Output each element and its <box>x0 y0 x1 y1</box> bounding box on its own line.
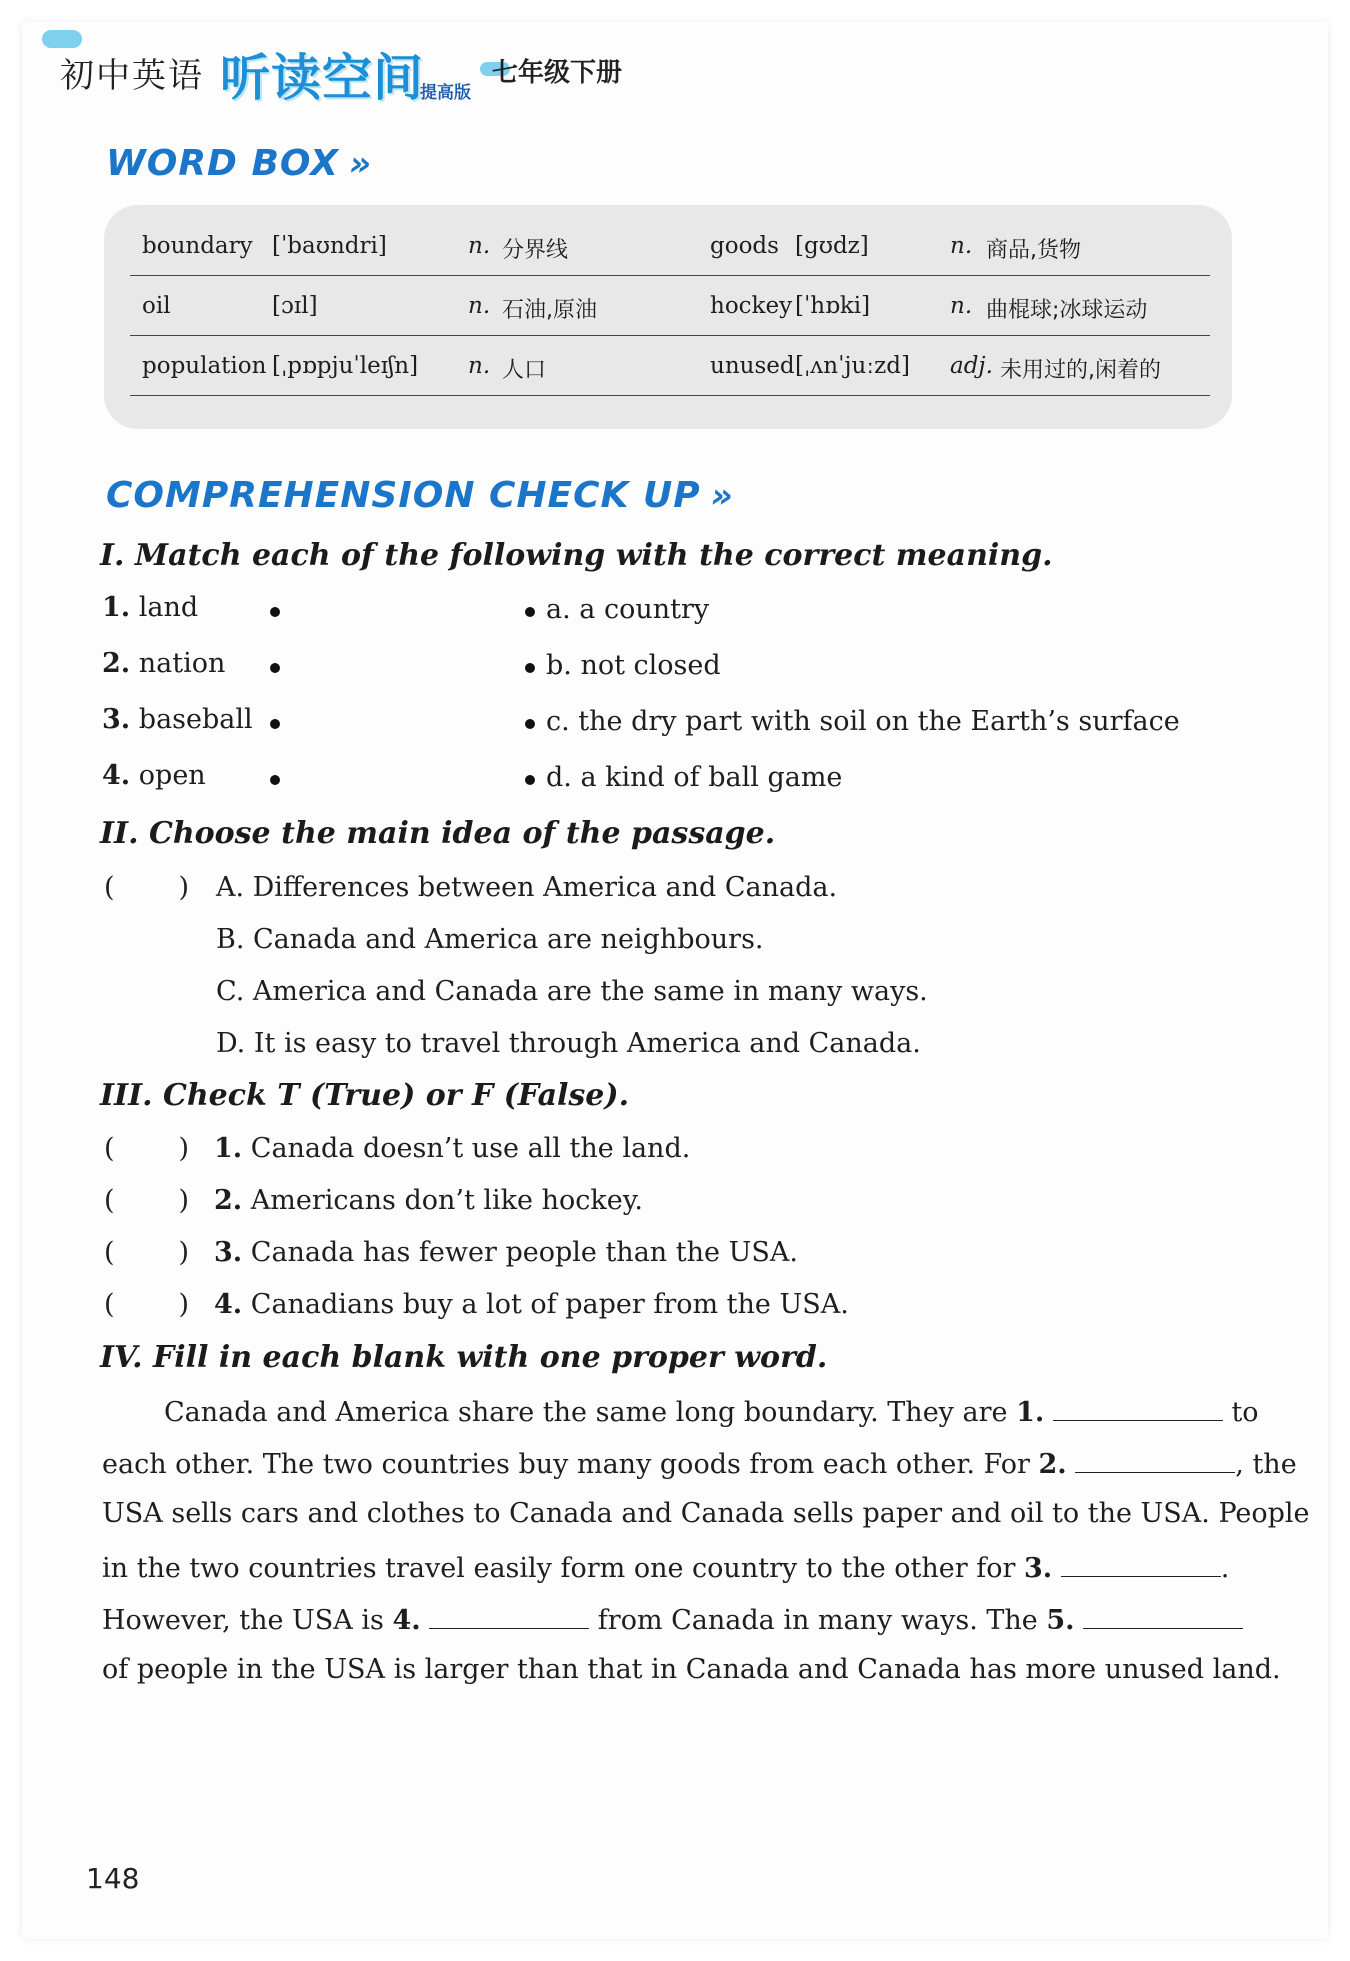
word-box-title <box>106 143 372 184</box>
answer-blank[interactable]: ( ) <box>104 872 190 903</box>
match-right-item: d. a kind of ball game <box>546 762 843 793</box>
page-header <box>60 40 760 110</box>
grade-label: 七年级下册 <box>492 58 623 88</box>
passage-line: Canada and America share the same long boundary. They are 1. to <box>102 1394 1232 1428</box>
match-dot-left[interactable] <box>270 607 280 617</box>
phonetic: [ˌʌnˈjuːzd] <box>795 353 910 379</box>
word-box-row <box>130 217 1210 276</box>
part-of-speech: n. <box>468 293 491 319</box>
fill-blank-1[interactable] <box>1053 1394 1223 1421</box>
true-false-item: 4. Canadians buy a lot of paper from the USA. <box>214 1289 849 1320</box>
answer-blank[interactable]: ( ) <box>104 1185 190 1216</box>
part4-heading: IV. Fill in each blank with one proper word. <box>100 1340 828 1375</box>
answer-blank[interactable]: ( ) <box>104 1289 190 1320</box>
option-d: D. It is easy to travel through America and Canada. <box>216 1028 921 1059</box>
true-false-item: 3. Canada has fewer people than the USA. <box>214 1237 798 1268</box>
double-chevron-icon: » <box>348 144 373 184</box>
passage-line: However, the USA is 4. from Canada in many ways. The 5. <box>102 1602 1232 1636</box>
phonetic: [gʊdz] <box>795 233 869 259</box>
meaning: 石油,原油 <box>502 298 597 323</box>
true-false-item: 1. Canada doesn’t use all the land. <box>214 1133 691 1164</box>
word: hockey <box>710 293 793 319</box>
match-dot-left[interactable] <box>270 719 280 729</box>
match-right-item: c. the dry part with soil on the Earth’s surface <box>546 706 1180 737</box>
passage-line: each other. The two countries buy many goods from each other. For 2. , the <box>102 1446 1232 1480</box>
series-title: 初中英语 <box>60 56 204 96</box>
word: oil <box>142 293 171 319</box>
word-box-row <box>130 277 1210 336</box>
passage-line: USA sells cars and clothes to Canada and Canada sells paper and oil to the USA. People <box>102 1498 1310 1529</box>
word-box <box>104 205 1232 429</box>
word: unused <box>710 353 795 379</box>
brand-logo: 听读空间 <box>220 49 424 107</box>
true-false-item: 2. Americans don’t like hockey. <box>214 1185 643 1216</box>
option-b: B. Canada and America are neighbours. <box>216 924 764 955</box>
part3-heading: III. Check T (True) or F (False). <box>100 1078 630 1113</box>
cloud-decoration <box>42 30 82 48</box>
match-dot-right[interactable] <box>525 607 535 617</box>
fill-blank-4[interactable] <box>429 1602 589 1629</box>
match-dot-left[interactable] <box>270 663 280 673</box>
match-left-item: 3. baseball <box>102 704 253 735</box>
answer-blank[interactable]: ( ) <box>104 1237 190 1268</box>
match-left-item: 1. land <box>102 592 199 623</box>
part-of-speech: n. <box>950 233 973 259</box>
option-c: C. America and Canada are the same in many ways. <box>216 976 928 1007</box>
match-left-item: 4. open <box>102 760 206 791</box>
part-of-speech: n. <box>468 233 491 259</box>
comprehension-title <box>106 475 734 516</box>
phonetic: [ˈbaʊndri] <box>272 233 387 259</box>
match-dot-right[interactable] <box>525 663 535 673</box>
meaning: 人口 <box>502 358 547 383</box>
option-a: A. Differences between America and Canada. <box>216 872 838 903</box>
word-box-title-text: WORD BOX <box>106 143 339 184</box>
edition-label: 提高版 <box>420 83 471 103</box>
match-right-item: a. a country <box>546 594 710 625</box>
phonetic: [ˈhɒki] <box>795 293 871 319</box>
passage-line: in the two countries travel easily form one country to the other for 3. . <box>102 1550 1232 1584</box>
part-of-speech: adj. <box>950 353 993 379</box>
meaning: 曲棍球;冰球运动 <box>986 298 1148 323</box>
fill-blank-5[interactable] <box>1083 1602 1243 1629</box>
match-left-item: 2. nation <box>102 648 226 679</box>
match-dot-left[interactable] <box>270 775 280 785</box>
word: population <box>142 353 267 379</box>
answer-blank[interactable]: ( ) <box>104 1133 190 1164</box>
double-chevron-icon: » <box>710 476 734 516</box>
word: boundary <box>142 233 253 259</box>
match-right-item: b. not closed <box>546 650 721 681</box>
part1-heading: I. Match each of the following with the correct meaning. <box>100 538 1053 573</box>
part-of-speech: n. <box>950 293 973 319</box>
word: goods <box>710 233 779 259</box>
passage-line: of people in the USA is larger than that in Canada and Canada has more unused land. <box>102 1654 1281 1685</box>
meaning: 商品,货物 <box>986 238 1081 263</box>
fill-blank-2[interactable] <box>1075 1446 1235 1473</box>
meaning: 分界线 <box>502 238 569 263</box>
match-dot-right[interactable] <box>525 775 535 785</box>
comprehension-title-text: COMPREHENSION CHECK UP <box>106 475 701 516</box>
part-of-speech: n. <box>468 353 491 379</box>
part2-heading: II. Choose the main idea of the passage. <box>100 816 776 851</box>
fill-blank-3[interactable] <box>1061 1550 1221 1577</box>
page-number: 148 <box>86 1862 140 1895</box>
phonetic: [ɔɪl] <box>272 293 318 319</box>
word-box-row <box>130 337 1210 396</box>
meaning: 未用过的,闲着的 <box>1000 358 1161 383</box>
match-dot-right[interactable] <box>525 719 535 729</box>
phonetic: [ˌpɒpjuˈleɪʃn] <box>272 353 419 379</box>
